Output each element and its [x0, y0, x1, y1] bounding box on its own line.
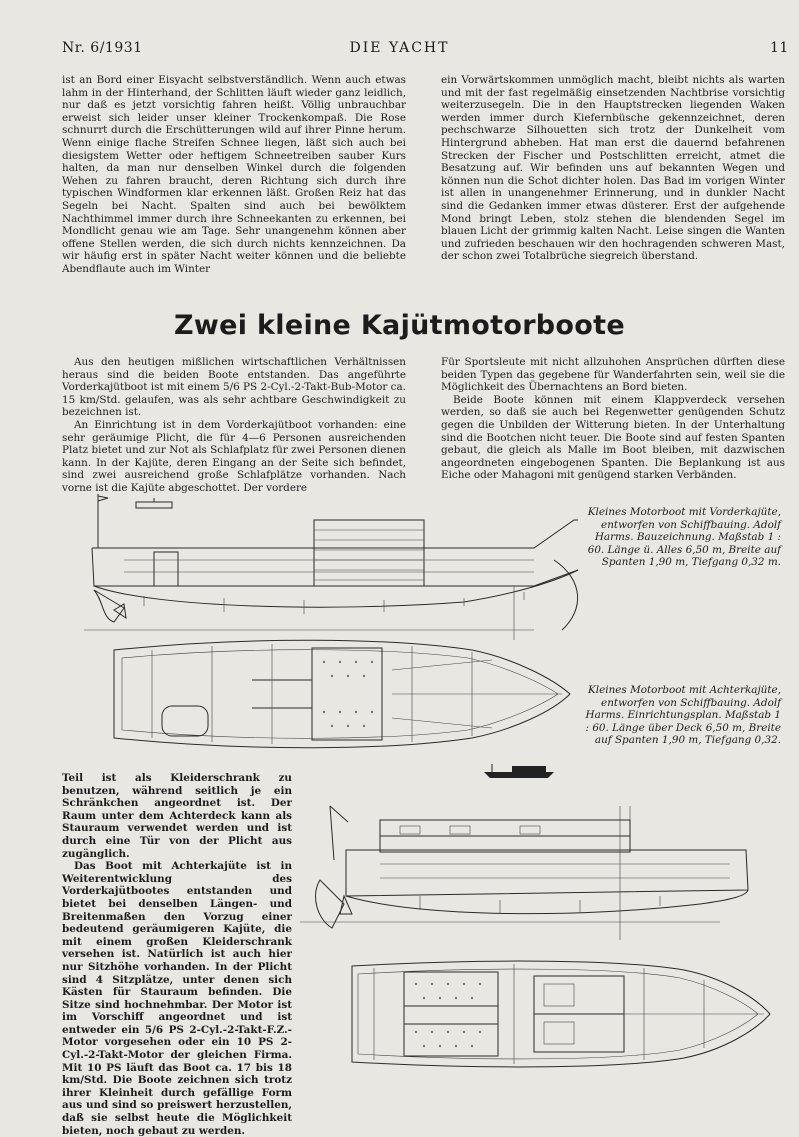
forward-cabin-boat-profile-drawing — [84, 490, 584, 650]
article-right-paragraph-2: Beide Boote können mit einem Klappverdeck versehen werden, so daß sie auch bei Regenwetter genügenden Schutz gegen die Unbilden der Witterung bieten. In der Unterhaltung sind die Bootchen nicht teuer. Die Boote sind auf festen Spanten gebaut, die gleich als Malle im Boot bleiben, mit dazwischen angeordneten eingebogenen Spanten. Die Beplankung ist aus Eiche oder Mahagoni mit genügend starken Verbänden. — [441, 393, 785, 482]
bottom-left-column — [62, 772, 292, 1137]
page-number: 11 — [770, 40, 789, 56]
top-right-column — [441, 74, 785, 263]
aft-cabin-boat-silhouette-icon — [482, 762, 558, 780]
bottom-paragraph-1: Teil ist als Kleiderschrank zu benutzen, während seitlich je ein Schränkchen angeordnet ist. Der Raum unter dem Achterdeck kann als Stauraum verwendet werden und ist durch eine Tür von der Plicht aus zugänglich. — [62, 772, 292, 860]
aft-cabin-boat-profile-drawing — [300, 800, 770, 950]
article-left-paragraph-2: An Einrichtung ist in dem Vorderkajütboot vorhanden: eine sehr geräumige Plicht, die für 4—6 Personen ausreichenden Platz bietet und zur Not als Schlafplatz für zwei Personen dienen kann. In der Kajüte, deren Eingang an der Seite sich befindet, sind zwei ausreichend große Schlafplätze vorhanden. Nach vorne ist die Kajüte abgeschottet. Der vordere — [62, 418, 406, 494]
article-left-paragraph-1: Aus den heutigen mißlichen wirtschaftlichen Verhältnissen heraus sind die beiden Boote entstanden. Das angeführte Vorderkajütboot ist mit einem 5/6 PS 2-Cyl.-2-Takt-Bub-Motor ca. 15 km/Std. gelaufen, was als sehr achtbare Geschwindigkeit zu bezeichnen ist. — [62, 356, 406, 419]
caption-forward-cabin-boat: Kleines Motorboot mit Vorderkajüte, entworfen von Schiffbauing. Adolf Harms. Bauzeichnung. Maßstab 1 : 60. Länge ü. Alles 6,50 m, Breite auf Spanten 1,90 m, Tiefgang 0,32 m. — [587, 506, 781, 569]
top-right-paragraph: ein Vorwärtskommen unmöglich macht, bleibt nichts als warten und mit der fast regelmäßig einsetzenden Nachtbrise vorsichtig weiterzusegeln. Die in den Hauptstrecken liegenden Waken werden immer durch Kiefernbüsche gekennzeichnet, deren pechschwarze Silhouetten sich trotz der Dunkelheit vom Hintergrund abheben. Hat man erst die dauernd befahrenen Strecken der Fischer und Postschlitten erreicht, atmet die Besatzung auf. Wir befinden uns auf bekannten Wegen und können nun die Schot dichter holen. Das Bad im vorigen Winter ist allen in unangenehmer Erinnerung, und in dunkler Nacht sind die Gedanken immer etwas düsterer. Erst der aufgehende Mond bringt Leben, stolz stehen die blendenden Segel im blauen Licht der grimmig kalten Nacht. Leise singen die Wanten und zufrieden beschauen wir den hochragenden schweren Mast, der schon zwei Totalbrüche siegreich überstand. — [441, 74, 785, 263]
article-right-column — [441, 356, 785, 482]
issue-number: Nr. 6/1931 — [62, 40, 143, 56]
aft-cabin-boat-plan-drawing — [344, 956, 774, 1076]
bottom-paragraph-2: Das Boot mit Achterkajüte ist in Weiterentwicklung des Vorderkajütbootes entstanden und bietet bei denselben Längen- und Breitenmaßen den Vorzug einer bedeutend geräumigeren Kajüte, die mit einem großen Kleiderschrank versehen ist. Natürlich ist auch hier nur Sitzhöhe vorhanden. In der Plicht sind 4 Sitzplätze, unter denen sich Kästen für Stauraum befinden. Die Sitze sind hochnehmbar. Der Motor ist im Vorschiff angeordnet und ist entweder ein 5/6 PS 2-Cyl.-2-Takt-F.Z.-Motor vorgesehen oder ein 10 PS 2-Cyl.-2-Takt-Motor der gleichen Firma. Mit 10 PS läuft das Boot ca. 17 bis 18 km/Std. Die Boote zeichnen sich trotz ihrer Kleinheit durch gefällige Form aus und sind so preiswert herzustellen, daß sie selbst heute die Möglichkeit bieten, noch gebaut zu werden. — [62, 860, 292, 1137]
article-left-column — [62, 356, 406, 495]
forward-cabin-boat-plan-drawing — [92, 630, 572, 760]
top-left-paragraph: ist an Bord einer Eisyacht selbstverständlich. Wenn auch etwas lahm in der Hinterhand, der Schlitten läuft wieder ganz leidlich, nur daß es jetzt vorsichtig fahren heißt. Völlig unbrauchbar erweist sich leider unser kleiner Trockenkompaß. Die Rose schnurrt durch die Erschütterungen wild auf ihrer Pinne herum. Wenn einige flache Streifen Schnee liegen, läßt sich auch bei diesigstem Wetter oder heftigem Schneetreiben sauber Kurs halten, da man nur denselben Winkel durch die folgenden Wehen zu fahren braucht, deren Richtung sich durch ihre typischen Windformen klar erkennen läßt. Großen Reiz hat das Segeln bei Nacht. Spalten sind auch bei bewölktem Nachthimmel immer durch ihre Schneekanten zu erkennen, bei Mondlicht genau wie am Tage. Sehr unangenehm können aber offene Stellen werden, die sich durch nichts kennzeichnen. Da wir häufig erst in später Nacht weiter können und die beliebte Abendflaute auch im Winter — [62, 74, 406, 275]
caption-aft-cabin-boat: Kleines Motorboot mit Achterkajüte, entworfen von Schiffbauing. Adolf Harms. Einrichtungsplan. Maßstab 1 : 60. Länge über Deck 6,50 m, Breite auf Spanten 1,90 m, Tiefgang 0,32. — [585, 684, 781, 747]
article-right-paragraph-1: Für Sportsleute mit nicht allzuhohen Ansprüchen dürften diese beiden Typen das gegebene für Wanderfahrten sein, weil sie die Möglichkeit des Übernachtens an Bord bieten. — [441, 356, 785, 394]
article-title: Zwei kleine Kajütmotorboote — [174, 310, 625, 341]
journal-title: DIE YACHT — [349, 40, 450, 56]
top-left-column — [62, 74, 406, 276]
